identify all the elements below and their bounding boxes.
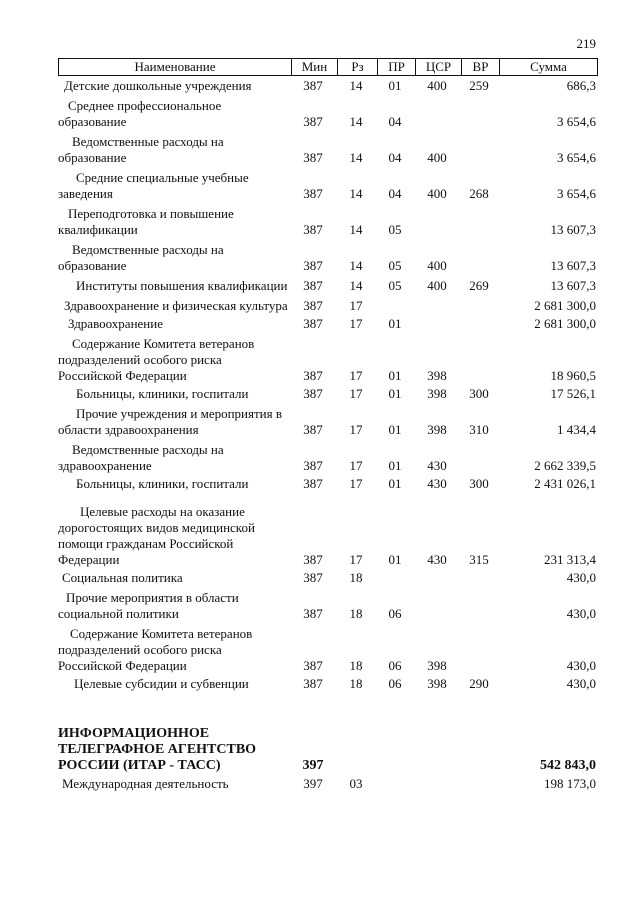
row-pr: 05	[388, 222, 402, 237]
row-rz: 17	[349, 386, 363, 401]
row-name: Среднее профессиональное образование	[58, 98, 222, 129]
row-sum: 430,0	[566, 658, 596, 673]
row-min: 397	[302, 758, 324, 773]
row-min: 387	[303, 476, 323, 491]
row-rz: 14	[349, 278, 363, 293]
row-min: 387	[303, 150, 323, 165]
row-vr: 310	[469, 422, 489, 437]
row-sum: 13 607,3	[550, 278, 596, 293]
row-sum: 2 431 026,1	[534, 476, 596, 491]
row-pr: 01	[388, 78, 402, 93]
row-csr: 430	[427, 476, 447, 491]
row-min: 387	[303, 386, 323, 401]
row-sum: 430,0	[566, 570, 596, 585]
row-sum: 2 662 339,5	[534, 458, 596, 473]
row-rz: 17	[349, 422, 363, 437]
row-rz: 14	[349, 114, 363, 129]
row-min: 387	[303, 278, 323, 293]
row-pr: 01	[388, 476, 402, 491]
row-name: Средние специальные учебные заведения	[58, 170, 249, 201]
row-pr: 01	[388, 422, 402, 437]
row-min: 387	[303, 676, 323, 691]
row-rz: 18	[349, 676, 363, 691]
row-vr: 300	[469, 476, 489, 491]
row-name: Ведомственные расходы на здравоохранение	[58, 442, 224, 473]
row-csr: 400	[427, 278, 447, 293]
row-rz: 14	[349, 258, 363, 273]
table-row	[0, 406, 640, 438]
row-min: 387	[303, 658, 323, 673]
row-name: Ведомственные расходы на образование	[58, 134, 224, 165]
row-csr: 400	[427, 186, 447, 201]
row-csr: 398	[427, 368, 447, 383]
table-row	[0, 626, 640, 674]
row-vr: 268	[469, 186, 489, 201]
row-name: Социальная политика	[62, 570, 183, 585]
row-pr: 01	[388, 458, 402, 473]
table-row	[0, 134, 640, 166]
row-rz: 17	[349, 298, 363, 313]
table-row	[0, 206, 640, 238]
table-row	[0, 590, 640, 622]
row-sum: 198 173,0	[544, 776, 596, 791]
header-min: Мин	[291, 59, 337, 75]
row-csr: 398	[427, 658, 447, 673]
row-min: 387	[303, 422, 323, 437]
table-row	[0, 78, 640, 94]
row-sum: 430,0	[566, 606, 596, 621]
row-min: 397	[303, 776, 323, 791]
row-name: Прочие мероприятия в области социальной политики	[58, 590, 239, 621]
table-row	[0, 316, 640, 332]
row-rz: 18	[349, 658, 363, 673]
row-csr: 400	[427, 150, 447, 165]
row-pr: 05	[388, 258, 402, 273]
row-sum: 18 960,5	[550, 368, 596, 383]
row-name: Содержание Комитета ветеранов подразделений особого риска Российской Федерации	[58, 626, 253, 673]
table-row	[0, 386, 640, 402]
table-body	[0, 78, 640, 792]
row-vr: 315	[469, 552, 489, 567]
row-csr: 430	[427, 552, 447, 567]
table-row	[0, 336, 640, 384]
header-vr: ВР	[461, 59, 499, 75]
row-vr: 300	[469, 386, 489, 401]
row-name: Больницы, клиники, госпитали	[76, 476, 249, 491]
row-csr: 398	[427, 386, 447, 401]
table-row	[0, 298, 640, 314]
row-name: Здравоохранение	[68, 316, 163, 331]
row-sum: 1 434,4	[557, 422, 596, 437]
row-vr: 259	[469, 78, 489, 93]
row-sum: 430,0	[566, 676, 596, 691]
row-rz: 17	[349, 316, 363, 331]
row-vr: 290	[469, 676, 489, 691]
table-row	[0, 170, 640, 202]
row-min: 387	[303, 186, 323, 201]
row-csr: 400	[427, 258, 447, 273]
row-name: Ведомственные расходы на образование	[58, 242, 224, 273]
row-min: 387	[303, 368, 323, 383]
row-min: 387	[303, 316, 323, 331]
table-row	[0, 278, 640, 294]
header-sum: Сумма	[499, 59, 597, 75]
row-pr: 01	[388, 368, 402, 383]
row-pr: 04	[388, 114, 402, 129]
header-rz: Рз	[337, 59, 377, 75]
row-pr: 04	[388, 150, 402, 165]
row-rz: 17	[349, 552, 363, 567]
row-pr: 01	[388, 386, 402, 401]
row-csr: 398	[427, 676, 447, 691]
table-row	[0, 476, 640, 492]
row-pr: 01	[388, 316, 402, 331]
row-rz: 17	[349, 476, 363, 491]
header-name: Наименование	[134, 59, 216, 74]
row-rz: 17	[349, 368, 363, 383]
row-sum: 3 654,6	[557, 114, 596, 129]
row-rz: 03	[349, 776, 363, 791]
row-min: 387	[303, 258, 323, 273]
row-name: Международная деятельность	[62, 776, 229, 791]
row-name: ИНФОРМАЦИОННОЕ ТЕЛЕГРАФНОЕ АГЕНТСТВО РОССИИ (ИТАР - ТАСС)	[58, 726, 257, 773]
row-rz: 14	[349, 150, 363, 165]
page-number: 219	[576, 36, 596, 51]
row-min: 387	[303, 552, 323, 567]
row-rz: 14	[349, 186, 363, 201]
row-pr: 06	[388, 676, 402, 691]
row-min: 387	[303, 114, 323, 129]
row-csr: 400	[427, 78, 447, 93]
table-row	[0, 242, 640, 274]
row-sum: 3 654,6	[557, 150, 596, 165]
row-sum: 3 654,6	[557, 186, 596, 201]
table-row	[0, 776, 640, 792]
row-pr: 06	[388, 606, 402, 621]
row-min: 387	[303, 298, 323, 313]
row-vr: 269	[469, 278, 489, 293]
row-min: 387	[303, 570, 323, 585]
table-row	[0, 442, 640, 474]
row-min: 387	[303, 222, 323, 237]
header-csr: ЦСР	[415, 59, 461, 75]
table-row	[0, 676, 640, 692]
row-pr: 05	[388, 278, 402, 293]
row-name: Детские дошкольные учреждения	[64, 78, 252, 93]
row-rz: 18	[349, 606, 363, 621]
table-row	[0, 726, 640, 774]
row-rz: 14	[349, 222, 363, 237]
row-name: Целевые расходы на оказание дорогостоящих видов медицинской помощи гражданам Российской Федерации	[58, 504, 255, 567]
row-pr: 01	[388, 552, 402, 567]
row-sum: 231 313,4	[544, 552, 596, 567]
row-sum: 2 681 300,0	[534, 298, 596, 313]
row-min: 387	[303, 78, 323, 93]
row-min: 387	[303, 458, 323, 473]
row-name: Переподготовка и повышение квалификации	[58, 206, 234, 237]
row-rz: 17	[349, 458, 363, 473]
row-csr: 430	[427, 458, 447, 473]
row-sum: 686,3	[566, 78, 596, 93]
table-row	[0, 504, 640, 568]
row-min: 387	[303, 606, 323, 621]
row-name: Больницы, клиники, госпитали	[76, 386, 249, 401]
row-name: Институты повышения квалификации	[76, 278, 288, 293]
row-sum: 17 526,1	[550, 386, 596, 401]
row-sum: 542 843,0	[540, 758, 596, 773]
row-pr: 04	[388, 186, 402, 201]
table-row	[0, 570, 640, 586]
row-rz: 14	[349, 78, 363, 93]
row-name: Здравоохранение и физическая культура	[64, 298, 288, 313]
row-sum: 2 681 300,0	[534, 316, 596, 331]
row-csr: 398	[427, 422, 447, 437]
row-name: Содержание Комитета ветеранов подразделений особого риска Российской Федерации	[58, 336, 255, 383]
row-sum: 13 607,3	[550, 222, 596, 237]
row-name: Прочие учреждения и мероприятия в области здравоохранения	[58, 406, 282, 437]
row-rz: 18	[349, 570, 363, 585]
row-sum: 13 607,3	[550, 258, 596, 273]
header-pr: ПР	[377, 59, 415, 75]
table-row	[0, 98, 640, 130]
row-pr: 06	[388, 658, 402, 673]
row-name: Целевые субсидии и субвенции	[74, 676, 249, 691]
table-header	[58, 58, 598, 76]
